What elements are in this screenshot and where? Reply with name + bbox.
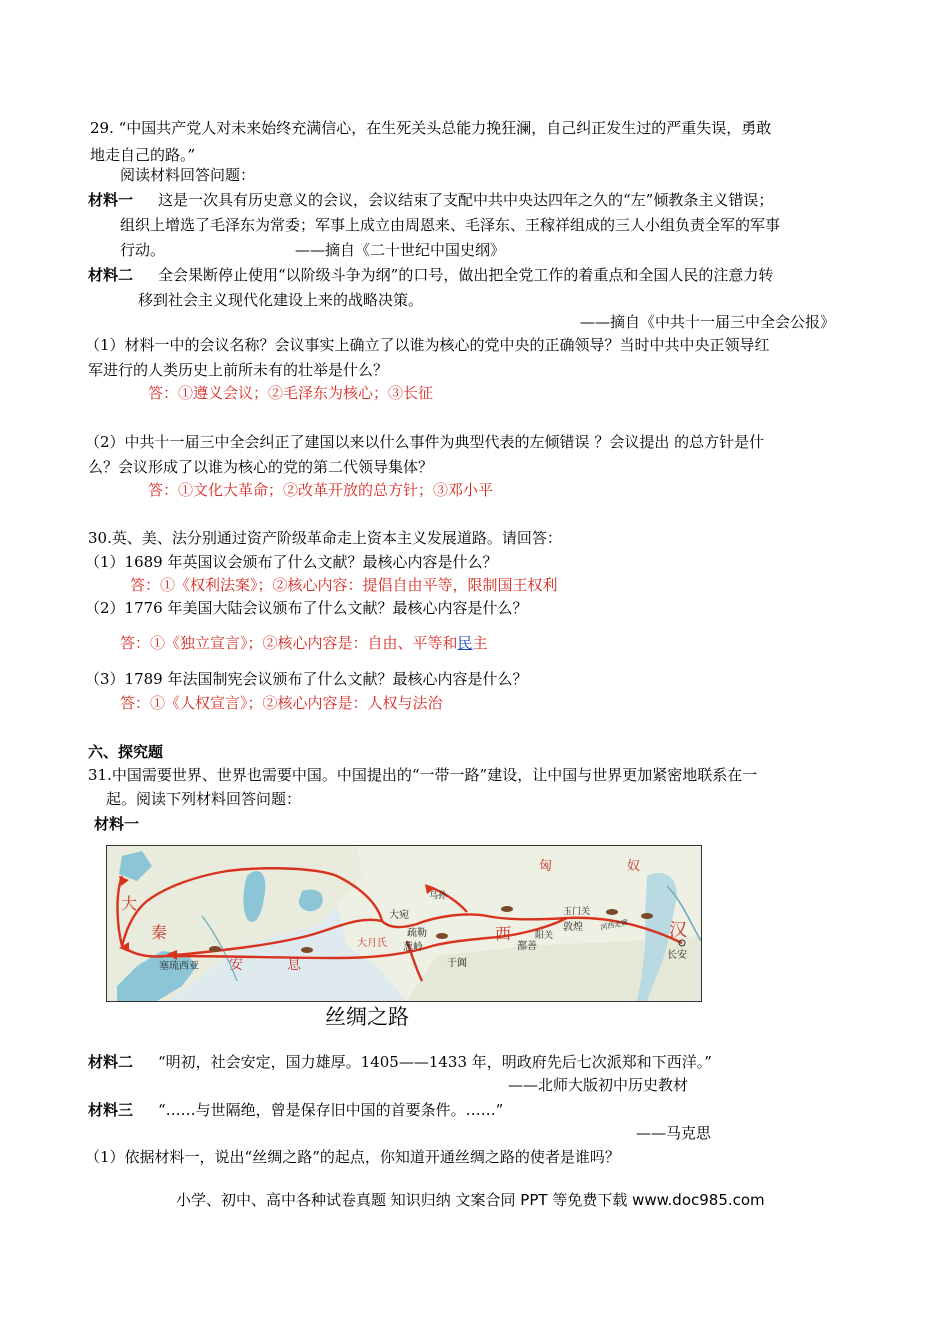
q29-answer1: 答：①遵义会议；②毛泽东为核心；③长征 xyxy=(148,384,434,402)
q29-material1-label: 材料一 xyxy=(88,191,134,209)
q31-stem-line1: 31.中国需要世界、世界也需要中国。中国提出的“一带一路”建设，让中国与世界更加紧密地联系在一 xyxy=(88,766,758,784)
q30-question3: （3）1789 年法国制宪会议颁布了什么文献？最核心内容是什么？ xyxy=(85,670,528,688)
q29-material1-line2: 组织上增选了毛泽东为常委；军事上成立由周恩来、毛泽东、王稼祥组成的三人小组负责全军的军事 xyxy=(120,216,781,234)
q31-material3-text: “……与世隔绝，曾是保存旧中国的首要条件。……” xyxy=(158,1101,504,1119)
q31-material3-label: 材料三 xyxy=(88,1101,134,1119)
map-label-yutian: 于阗 xyxy=(447,958,467,969)
map-label-yangguan: 阳关 xyxy=(535,931,554,941)
map-label-seleucia: 塞琉西亚 xyxy=(159,961,199,972)
q30-answer2-link[interactable]: 民 xyxy=(457,634,473,652)
q29-material2-line1: 全会果断停止使用“以阶级斗争为纲”的口号，做出把全党工作的着重点和全国人民的注意力转 xyxy=(158,266,774,284)
q29-question1-line1: （1）材料一中的会议名称？会议事实上确立了以谁为核心的党中央的正确领导？当时中共中央正领导红 xyxy=(85,336,770,354)
map-label-dawan: 大宛 xyxy=(389,910,409,921)
section6-title: 六、探究题 xyxy=(88,743,164,761)
map-label-hexi: 河西走廊 xyxy=(599,918,629,932)
q31-material3-source: ——马克思 xyxy=(636,1124,712,1142)
q29-question2-line1: （2）中共十一届三中全会纠正了建国以来以什么事件为典型代表的左倾错误 ？会议提出 的总方针是什 xyxy=(85,433,765,451)
map-label-dayuezhi: 大月氏 xyxy=(357,938,387,949)
q31-material1-label: 材料一 xyxy=(94,815,140,833)
q29-question1-line2: 军进行的人类历史上前所未有的壮举是什么？ xyxy=(88,361,389,379)
q29-intro: 阅读材料回答问题： xyxy=(120,166,256,184)
q31-stem-line2: 起。阅读下列材料回答问题： xyxy=(106,790,302,808)
q29-stem-line2: 地走自己的路。” xyxy=(90,146,196,164)
map-label-congling: 葱岭 xyxy=(403,942,423,953)
map-label-han: 汉 xyxy=(669,920,687,941)
q30-answer2-tail: 主 xyxy=(472,634,488,652)
map-label-shule: 疏勒 xyxy=(407,928,427,939)
q29-material2-source: ——摘自《中共十一届三中全会公报》 xyxy=(580,313,836,331)
q31-question1: （1）依据材料一，说出“丝绸之路”的起点，你知道开通丝绸之路的使者是谁吗？ xyxy=(85,1148,620,1166)
map-label-dunhuang: 敦煌 xyxy=(563,922,583,933)
map-label-shanshan: 鄯善 xyxy=(517,941,537,952)
page-footer: 小学、初中、高中各种试卷真题 知识归纳 文案合同 PPT 等免费下载 www.doc985.com xyxy=(176,1191,765,1209)
q30-answer1: 答：①《权利法案》；②核心内容：提倡自由平等，限制国王权利 xyxy=(130,576,558,594)
map-label-an: 安 xyxy=(229,957,243,973)
map-label-yumenguan: 玉门关 xyxy=(563,907,591,917)
silk-road-map xyxy=(106,845,702,1002)
q30-question1: （1）1689 年英国议会颁布了什么文献？最核心内容是什么？ xyxy=(85,553,498,571)
q29-question2-line2: 么？会议形成了以谁为核心的党的第二代领导集体？ xyxy=(88,458,434,476)
map-caption: 丝绸之路 xyxy=(325,1005,409,1029)
q29-material1-source: ——摘自《二十世纪中国史纲》 xyxy=(295,241,506,259)
q30-answer2 xyxy=(120,633,488,653)
map-label-xi: 息 xyxy=(287,957,301,973)
q30-answer2-text: 答：①《独立宣言》；②核心内容是：自由、平等和 xyxy=(120,634,458,652)
map-label-changan: 长安 xyxy=(667,950,687,961)
map-label-xiongnu2: 奴 xyxy=(627,859,641,874)
q29-material2-line2: 移到社会主义现代化建设上来的战略决策。 xyxy=(138,291,424,309)
map-label-da: 大 xyxy=(121,894,138,913)
q30-answer3: 答：①《人权宣言》；②核心内容是：人权与法治 xyxy=(120,694,443,712)
q31-material2-text: “明初，社会安定，国力雄厚。1405——1433 年，明政府先后七次派郑和下西洋。” xyxy=(158,1053,712,1071)
q31-material2-source: ——北师大版初中历史教材 xyxy=(508,1076,689,1094)
map-label-qin: 秦 xyxy=(151,923,168,942)
map-label-west: 西 xyxy=(495,924,512,943)
q30-question2: （2）1776 年美国大陆会议颁布了什么文献？最核心内容是什么？ xyxy=(85,599,528,617)
q31-material2-label: 材料二 xyxy=(88,1053,134,1071)
q29-answer2: 答：①文化大革命；②改革开放的总方针；③邓小平 xyxy=(148,481,494,499)
q30-stem: 30.英、美、法分别通过资产阶级革命走上资本主义发展道路。请回答： xyxy=(88,529,562,547)
map-label-wusun: 乌孙 xyxy=(429,891,448,901)
map-label-xiongnu1: 匈 xyxy=(539,859,553,874)
q29-material2-label: 材料二 xyxy=(88,266,134,284)
q29-material1-line3: 行动。 xyxy=(120,241,166,259)
q29-stem-line1: 29. “中国共产党人对未来始终充满信心，在生死关头总能力挽狂澜，自己纠正发生过的严重失误，勇敢 xyxy=(90,119,772,137)
q29-material1-line1: 这是一次具有历史意义的会议，会议结束了支配中共中央达四年之久的“左”倾教条主义错误； xyxy=(158,191,774,209)
